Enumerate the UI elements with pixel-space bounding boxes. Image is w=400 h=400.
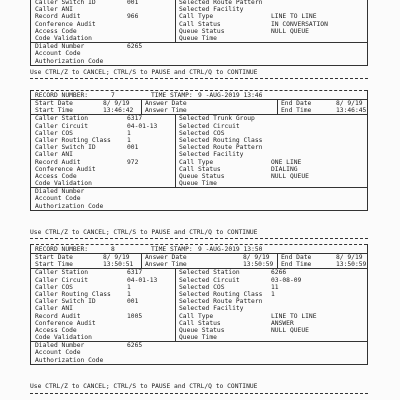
dial-row <box>31 342 367 349</box>
field-label: Start Time <box>35 107 73 115</box>
field-value: 1 <box>127 283 131 291</box>
selected-value: 6266 <box>271 269 287 277</box>
field-label: Caller Station <box>35 115 89 123</box>
selected-label: Queue Time <box>179 34 217 42</box>
field-label: Authorization Code <box>35 202 104 210</box>
selected-label: Queue Time <box>179 180 217 188</box>
field-label: Code Validation <box>35 34 92 42</box>
field-label: Access Code <box>35 27 77 35</box>
record-header <box>31 244 367 254</box>
continue-instruction: Use CTRL/Z to CANCEL; CTRL/S to PAUSE and CTRL/Q to CONTINUE <box>30 69 258 76</box>
field-label: Dialed Number <box>35 43 85 51</box>
call-row <box>31 151 367 158</box>
record-header <box>31 90 367 100</box>
field-value: 972 <box>127 158 139 166</box>
selected-value: DIALING <box>271 165 298 173</box>
field-value: 001 <box>127 0 139 6</box>
call-row <box>31 277 367 284</box>
selected-label: Selected Route Pattern <box>179 298 263 306</box>
call-row <box>31 291 367 298</box>
field-label: Caller Station <box>35 269 89 277</box>
dial-row <box>31 195 367 202</box>
field-label: Conference Audit <box>35 319 96 327</box>
selected-label: Call Status <box>179 319 221 327</box>
selected-label: Queue Status <box>179 326 225 334</box>
field-value: 6265 <box>127 342 143 350</box>
call-row <box>31 298 367 305</box>
answer-label: Answer Time <box>145 261 187 269</box>
field-label: Record Audit <box>35 158 81 166</box>
field-label: Caller Switch ID <box>35 144 96 152</box>
selected-label: Queue Status <box>179 172 225 180</box>
call-row <box>31 284 367 291</box>
field-label: Record Audit <box>35 312 81 320</box>
field-label: Start Date <box>35 254 73 261</box>
field-value: 1005 <box>127 312 143 320</box>
selected-label: Call Status <box>179 165 221 173</box>
call-row <box>31 130 367 137</box>
field-label: Start Date <box>35 100 73 107</box>
field-label: Caller COS <box>35 129 73 137</box>
field-value: 1 <box>127 129 131 137</box>
call-row <box>31 305 367 312</box>
field-label: Account Code <box>35 349 81 357</box>
field-label: Dialed Number <box>35 188 85 196</box>
call-row <box>31 320 367 327</box>
field-label: Conference Audit <box>35 165 96 173</box>
field-value: 6317 <box>127 269 143 277</box>
call-row <box>31 28 367 35</box>
field-label: Caller COS <box>35 283 73 291</box>
call-row <box>31 173 367 180</box>
call-row <box>31 35 367 42</box>
answer-label: Answer Date <box>145 100 187 107</box>
dial-section <box>31 43 367 65</box>
selected-label: Queue Status <box>179 27 225 35</box>
field-value: 1 <box>127 136 131 144</box>
continue-instruction: Use CTRL/Z to CANCEL; CTRL/S to PAUSE and CTRL/Q to CONTINUE <box>30 383 258 390</box>
selected-value: IN CONVERSATION <box>271 20 328 28</box>
call-section <box>31 115 367 188</box>
selected-label: Selected Circuit <box>179 122 240 130</box>
selected-value: LINE TO LINE <box>271 312 317 320</box>
answer-value: 13:50:59 <box>243 261 274 269</box>
selected-label: Selected Station <box>179 269 240 277</box>
continue-instruction: Use CTRL/Z to CANCEL; CTRL/S to PAUSE and CTRL/Q to CONTINUE <box>30 229 258 236</box>
record-block <box>30 90 368 211</box>
field-label: Caller ANI <box>35 6 73 14</box>
time-row <box>31 100 367 107</box>
record-number-label: RECORD NUMBER: <box>35 246 89 253</box>
dial-rows <box>31 43 367 65</box>
field-value: 8/ 9/19 <box>103 254 130 261</box>
call-row <box>31 313 367 320</box>
call-row <box>31 327 367 334</box>
time-stamp: 9 -AUG-2019 13:50 <box>198 246 263 253</box>
field-label: Authorization Code <box>35 356 104 364</box>
selected-label: Selected Route Pattern <box>179 144 263 152</box>
selected-label: Call Status <box>179 20 221 28</box>
dial-section <box>31 188 367 210</box>
end-label: End Time <box>281 261 312 269</box>
answer-label: Answer Time <box>145 107 187 115</box>
call-row <box>31 123 367 130</box>
call-section <box>31 0 367 43</box>
field-value: 001 <box>127 144 139 152</box>
dial-row <box>31 203 367 210</box>
field-label: Caller Switch ID <box>35 0 96 6</box>
field-value: 001 <box>127 298 139 306</box>
time-section <box>31 254 367 269</box>
field-value: 13:46:42 <box>103 107 134 115</box>
end-label: End Time <box>281 107 312 115</box>
selected-label: Selected Route Pattern <box>179 0 263 6</box>
field-label: Start Time <box>35 261 73 269</box>
field-label: Code Validation <box>35 180 92 188</box>
selected-label: Selected Circuit <box>179 276 240 284</box>
call-row <box>31 6 367 13</box>
field-value: 04-01-13 <box>127 276 158 284</box>
field-value: 8/ 9/19 <box>103 100 130 107</box>
field-label: Account Code <box>35 50 81 58</box>
dial-row <box>31 357 367 364</box>
selected-value: ONE LINE <box>271 158 302 166</box>
call-row <box>31 137 367 144</box>
field-label: Account Code <box>35 195 81 203</box>
selected-value: NULL QUEUE <box>271 172 309 180</box>
dial-row <box>31 349 367 356</box>
selected-label: Selected Trunk Group <box>179 115 255 123</box>
end-value: 13:46:45 <box>336 107 367 115</box>
time-row <box>31 261 367 268</box>
end-value: 8/ 9/19 <box>336 254 363 261</box>
call-row <box>31 21 367 28</box>
selected-value: NULL QUEUE <box>271 326 309 334</box>
selected-label: Selected Routing Class <box>179 290 263 298</box>
field-label: Conference Audit <box>35 20 96 28</box>
field-label: Caller ANI <box>35 151 73 159</box>
answer-label: Answer Date <box>145 254 187 261</box>
dial-section <box>31 342 367 364</box>
selected-label: Call Type <box>179 312 214 320</box>
call-row <box>31 115 367 122</box>
field-label: Authorization Code <box>35 57 104 65</box>
selected-value: ANSWER <box>271 319 294 327</box>
end-label: End Date <box>281 254 312 261</box>
field-label: Record Audit <box>35 13 81 21</box>
field-value: 966 <box>127 13 139 21</box>
selected-label: Call Type <box>179 13 214 21</box>
end-label: End Date <box>281 100 312 107</box>
answer-value: 8/ 9/19 <box>243 254 270 261</box>
selected-value: 11 <box>271 283 279 291</box>
field-value: 04-01-13 <box>127 122 158 130</box>
selected-value: LINE TO LINE <box>271 13 317 21</box>
call-row <box>31 269 367 276</box>
dial-row <box>31 58 367 65</box>
selected-label: Selected Routing Class <box>179 136 263 144</box>
field-label: Caller Routing Class <box>35 136 111 144</box>
selected-value: 03-08-09 <box>271 276 302 284</box>
field-value: 1 <box>127 290 131 298</box>
field-value: 6317 <box>127 115 143 123</box>
selected-label: Call Type <box>179 158 214 166</box>
selected-label: Queue Time <box>179 334 217 342</box>
call-rows <box>31 0 367 42</box>
field-label: Access Code <box>35 172 77 180</box>
selected-value: NULL QUEUE <box>271 27 309 35</box>
previous-record <box>30 0 368 66</box>
dial-row <box>31 43 367 50</box>
time-section <box>31 100 367 115</box>
field-label: Caller Routing Class <box>35 290 111 298</box>
field-label: Caller Circuit <box>35 122 89 130</box>
selected-label: Selected Facility <box>179 305 244 313</box>
time-row <box>31 107 367 114</box>
call-row <box>31 144 367 151</box>
record-block <box>30 244 368 365</box>
end-value: 8/ 9/19 <box>336 100 363 107</box>
time-stamp-label: TIME STAMP: <box>151 246 193 253</box>
field-label: Caller ANI <box>35 305 73 313</box>
call-row <box>31 180 367 187</box>
call-row <box>31 166 367 173</box>
end-value: 13:50:59 <box>336 261 367 269</box>
field-label: Caller Switch ID <box>35 298 96 306</box>
selected-label: Selected Facility <box>179 151 244 159</box>
selected-label: Selected Facility <box>179 6 244 14</box>
time-row <box>31 254 367 261</box>
time-stamp: 9 -AUG-2019 13:46 <box>198 92 263 99</box>
record-number: 7 <box>111 92 115 99</box>
field-value: 6265 <box>127 43 143 51</box>
field-label: Dialed Number <box>35 342 85 350</box>
selected-label: Selected COS <box>179 129 225 137</box>
field-label: Caller Circuit <box>35 276 89 284</box>
field-label: Access Code <box>35 326 77 334</box>
time-stamp-label: TIME STAMP: <box>151 92 193 99</box>
field-value: 13:50:51 <box>103 261 134 269</box>
call-row <box>31 159 367 166</box>
dial-row <box>31 50 367 57</box>
selected-value: 1 <box>271 290 275 298</box>
selected-label: Selected COS <box>179 283 225 291</box>
call-row <box>31 13 367 20</box>
record-number: 8 <box>111 246 115 253</box>
dial-row <box>31 188 367 195</box>
call-section <box>31 269 367 342</box>
field-label: Code Validation <box>35 334 92 342</box>
record-number-label: RECORD NUMBER: <box>35 92 89 99</box>
call-row <box>31 334 367 341</box>
